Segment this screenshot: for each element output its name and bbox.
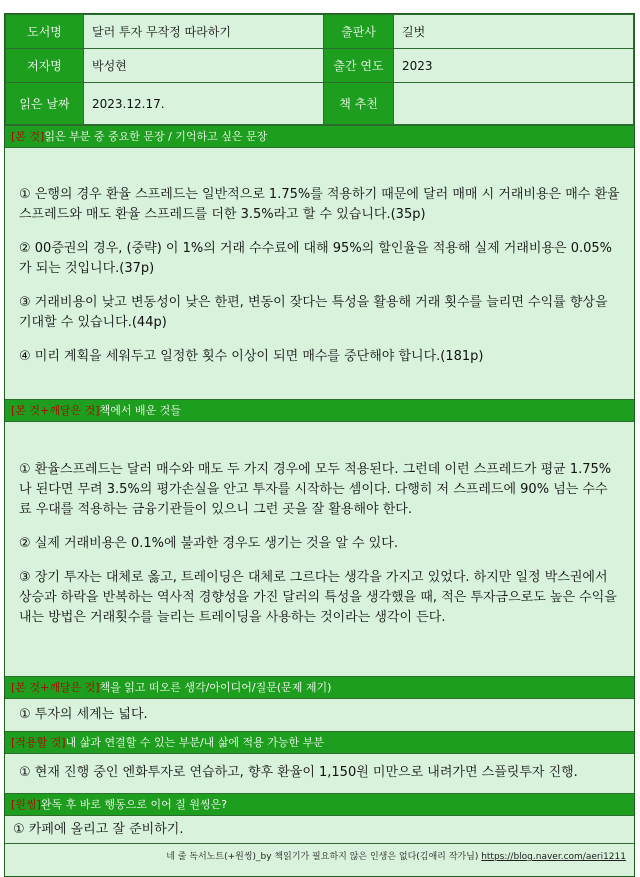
list-item: ③ 거래비용이 낮고 변동성이 낮은 한편, 변동이 잦다는 특성을 활용해 거래 횟수를 늘리면 수익률 향상을 기대할 수 있습니다.(44p) — [19, 295, 608, 330]
lessons-panel — [5, 421, 634, 676]
section-header-one-thing — [5, 793, 634, 815]
author-label: 저자명 — [6, 49, 84, 83]
credit-text: 네 줄 독서노트(+원씽)_by 책읽기가 필요하지 않은 인생은 없다(김애리 작가님) — [166, 852, 479, 862]
list-item: ① 환율스프레드는 달러 매수와 매도 두 가지 경우에 모두 적용된다. 그런데 이런 스프레드가 평균 1.75%나 된다면 무려 3.5%의 평가손실을 안고 투자를 시작하는 셈이다. 다행히 저 스프레드에 90% 넘는 수수료 우대를 적용하는 금융기관들이 있으니 그런 곳을 잘 활용해야 한다. — [19, 462, 612, 517]
list-item: ① 투자의 세계는 넓다. — [19, 707, 148, 722]
section-tag: [본 것+깨달은 것] — [11, 404, 100, 417]
recommend-label: 책 추천 — [324, 83, 394, 125]
blog-link[interactable]: https://blog.naver.com/aeri1211 — [481, 852, 626, 862]
section-title: 책에서 배운 것들 — [99, 404, 181, 417]
recommend-value — [394, 83, 634, 125]
section-tag: [본 것+깨달은 것] — [11, 681, 100, 694]
section-title: 완독 후 바로 행동으로 이어 질 원씽은? — [40, 798, 228, 811]
date-value: 2023.12.17. — [84, 83, 324, 125]
apply-panel — [5, 753, 634, 793]
list-item: ② 실제 거래비용은 0.1%에 불과한 경우도 생기는 것을 알 수 있다. — [19, 536, 398, 551]
year-value: 2023 — [394, 49, 634, 83]
section-title: 읽은 부분 중 중요한 문장 / 기억하고 싶은 문장 — [44, 130, 268, 143]
title-value: 달러 투자 무작정 따라하기 — [84, 15, 324, 49]
book-info-table — [5, 14, 634, 125]
one-thing-panel — [5, 815, 634, 843]
section-tag: [본 것] — [11, 130, 45, 143]
author-value: 박성현 — [84, 49, 324, 83]
list-item: ④ 미리 계획을 세워두고 일정한 횟수 이상이 되면 매수를 중단해야 합니다.(181p) — [19, 349, 484, 364]
date-label: 읽은 날짜 — [6, 83, 84, 125]
section-header-key-sentences — [5, 125, 634, 147]
publisher-value: 길벗 — [394, 15, 634, 49]
credit-footer — [5, 843, 634, 876]
list-item: ② 00증권의 경우, (중략) 이 1%의 거래 수수료에 대해 95%의 할인율을 적용해 실제 거래비용은 0.05%가 되는 것입니다.(37p) — [19, 241, 612, 276]
list-item: ① 현재 진행 중인 엔화투자로 연습하고, 향후 환율이 1,150원 미만으로 내려가면 스플릿투자 진행. — [19, 765, 578, 780]
section-tag: [적용할 것] — [11, 736, 66, 749]
list-item: ① 은행의 경우 환율 스프레드는 일반적으로 1.75%를 적용하기 때문에 달러 매매 시 거래비용은 매수 환율 스프레드와 매도 환율 스프레드를 더한 3.5%라고 할 수 있습니다.(35p) — [19, 187, 620, 222]
title-label: 도서명 — [6, 15, 84, 49]
publisher-label: 출판사 — [324, 15, 394, 49]
reading-note-sheet — [4, 13, 635, 877]
key-sentences-panel — [5, 147, 634, 399]
year-label: 출간 연도 — [324, 49, 394, 83]
section-tag: [원씽] — [11, 798, 41, 811]
section-title: 내 삶과 연결할 수 있는 부분/내 삶에 적용 가능한 부분 — [65, 736, 324, 749]
section-header-apply — [5, 731, 634, 753]
section-title: 책을 읽고 떠오른 생각/아이디어/질문(문제 제기) — [99, 681, 332, 694]
list-item: ① 카페에 올리고 잘 준비하기. — [13, 822, 184, 837]
list-item: ③ 장기 투자는 대체로 옳고, 트레이딩은 대체로 그르다는 생각을 가지고 있었다. 하지만 일정 박스권에서 상승과 하락을 반복하는 역사적 경향성을 가진 달러의 특성을 생각했을 때, 적은 투자금으로도 높은 수익을 내는 방법은 거래횟수를 늘리는 트레이딩을 사용하는 것이라는 생각이 든다. — [19, 570, 617, 625]
ideas-panel — [5, 698, 634, 731]
section-header-lessons — [5, 399, 634, 421]
section-header-ideas — [5, 676, 634, 698]
